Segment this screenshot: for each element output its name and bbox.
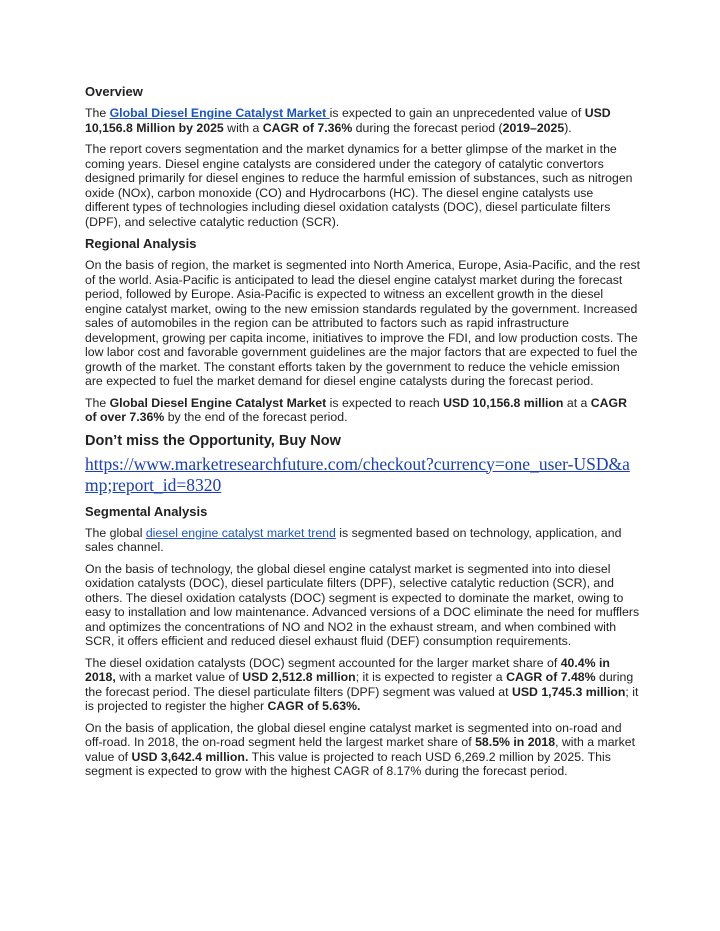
overview-heading: Overview bbox=[85, 84, 143, 99]
text-span: by the end of the forecast period. bbox=[164, 410, 348, 424]
text-span: ; it is expected to register a bbox=[355, 670, 507, 684]
text-span: ; it is projected to register the higher bbox=[85, 684, 639, 713]
text-span: during the forecast period ( bbox=[352, 120, 503, 135]
bold-value: USD 3,642.4 million. bbox=[131, 749, 249, 764]
text-span: The diesel oxidation catalysts (DOC) segment accounted for the larger market share of bbox=[85, 655, 561, 670]
regional-paragraph-1: On the basis of region, the market is segmented into North America, Europe, Asia-Pacific, and the rest of the world. Asia-Pacific is anticipated to lead the diesel engine catalyst market during the forecast period, followed by Europe. Asia-Pacific is expected to witness an excellent growth in the diesel engine catalyst market, owing to the new emission standards regulated by the government. Increased sales of automobiles in the region can be attributed to factors such as rapid infrastructure development, growing per capita income, initiatives to improve the FDI, and low production costs. The low labor cost and favorable government guidelines are the major factors that are expected to fuel the growth of the market. The constant efforts taken by the government to reduce the vehicle emission are expected to fuel the market demand for diesel engine catalysts during the forecast period. bbox=[85, 258, 641, 388]
market-trend-link[interactable]: diesel engine catalyst market trend bbox=[145, 525, 336, 540]
checkout-link[interactable]: https://www.marketresearchfuture.com/checkout?currency=one_user-USD&amp;report_id=8320 bbox=[85, 453, 630, 495]
text-span: ). bbox=[564, 120, 572, 135]
bold-value: USD 2,512.8 million bbox=[242, 670, 356, 684]
text-span: On the basis of application, the global diesel engine catalyst market is segmented into on-road and off-road. In 2018, the on-road segment held the largest market share of bbox=[85, 720, 622, 749]
global-market-link[interactable] bbox=[110, 106, 330, 120]
segmental-paragraph-1 bbox=[85, 526, 640, 555]
text-span: The bbox=[85, 106, 110, 120]
text-span: , with a market value of bbox=[85, 735, 636, 764]
bold-value: CAGR of 7.48% bbox=[506, 670, 596, 684]
regional-paragraph-2 bbox=[85, 396, 640, 425]
link-text: Global Diesel Engine Catalyst Market bbox=[109, 106, 330, 120]
text-span: during the forecast period. The diesel particulate filters (DPF) segment was valued at bbox=[85, 670, 634, 699]
bold-value: 58.5% in 2018 bbox=[475, 735, 556, 749]
document-page bbox=[85, 84, 640, 786]
bold-value: Global Diesel Engine Catalyst Market bbox=[109, 395, 327, 410]
bold-value: 2019–2025 bbox=[502, 120, 565, 135]
text-span: with a bbox=[223, 120, 263, 135]
bold-value: USD 10,156.8 million bbox=[443, 395, 564, 410]
segmental-paragraph-4 bbox=[85, 721, 640, 779]
text-span: is segmented based on technology, application, and sales channel. bbox=[85, 525, 622, 554]
bold-value: USD 1,745.3 million bbox=[511, 684, 626, 699]
text-span: This value is projected to reach USD 6,269.2 million by 2025. This segment is expected to grow with the highest CAGR of 8.17% during the forecast period. bbox=[85, 749, 611, 778]
overview-paragraph-1 bbox=[85, 106, 640, 135]
text-span: with a market value of bbox=[115, 670, 243, 684]
cta-heading: Don’t miss the Opportunity, Buy Now bbox=[85, 432, 341, 449]
bold-value: 40.4% in 2018, bbox=[85, 655, 610, 684]
regional-heading: Regional Analysis bbox=[85, 236, 197, 251]
text-span: at a bbox=[563, 395, 591, 410]
bold-value: CAGR of 7.36% bbox=[262, 120, 353, 135]
text-span: is expected to reach bbox=[326, 395, 444, 410]
segmental-paragraph-3 bbox=[85, 656, 640, 714]
bold-value: CAGR of over 7.36% bbox=[85, 395, 628, 424]
segmental-paragraph-2: On the basis of technology, the global diesel engine catalyst market is segmented into into diesel oxidation catalysts (DOC), diesel particulate filters (DPF), selective catalytic reduction (SCR), and others. The diesel oxidation catalysts (DOC) segment is expected to dominate the market, owing to easy to installation and low maintenance. Advanced versions of a DOC eliminate the need for mufflers and optimizes the concentrations of NO and NO2 in the exhaust stream, and when combined with SCR, it offers efficient and reduced diesel exhaust fluid (DEF) consumption requirements. bbox=[85, 561, 640, 648]
segmental-heading: Segmental Analysis bbox=[85, 503, 208, 519]
text-span: is expected to gain an unprecedented value of bbox=[329, 106, 585, 120]
overview-paragraph-2: The report covers segmentation and the market dynamics for a better glimpse of the market in the coming years. Diesel engine catalysts are considered under the category of catalytic convertors designed primarily for diesel engines to reduce the harmful emission of substances, such as nitrogen oxide (NOx), carbon monoxide (CO) and Hydrocarbons (HC). The diesel engine catalysts use different types of technologies including diesel oxidation catalysts (DOC), diesel particulate filters (DPF), and selective catalytic reduction (SCR). bbox=[85, 142, 633, 229]
bold-value: USD 10,156.8 Million by 2025 bbox=[85, 106, 611, 135]
bold-value: CAGR of 5.63%. bbox=[267, 699, 361, 713]
text-span: The bbox=[85, 395, 110, 410]
text-span: The global bbox=[85, 525, 146, 540]
